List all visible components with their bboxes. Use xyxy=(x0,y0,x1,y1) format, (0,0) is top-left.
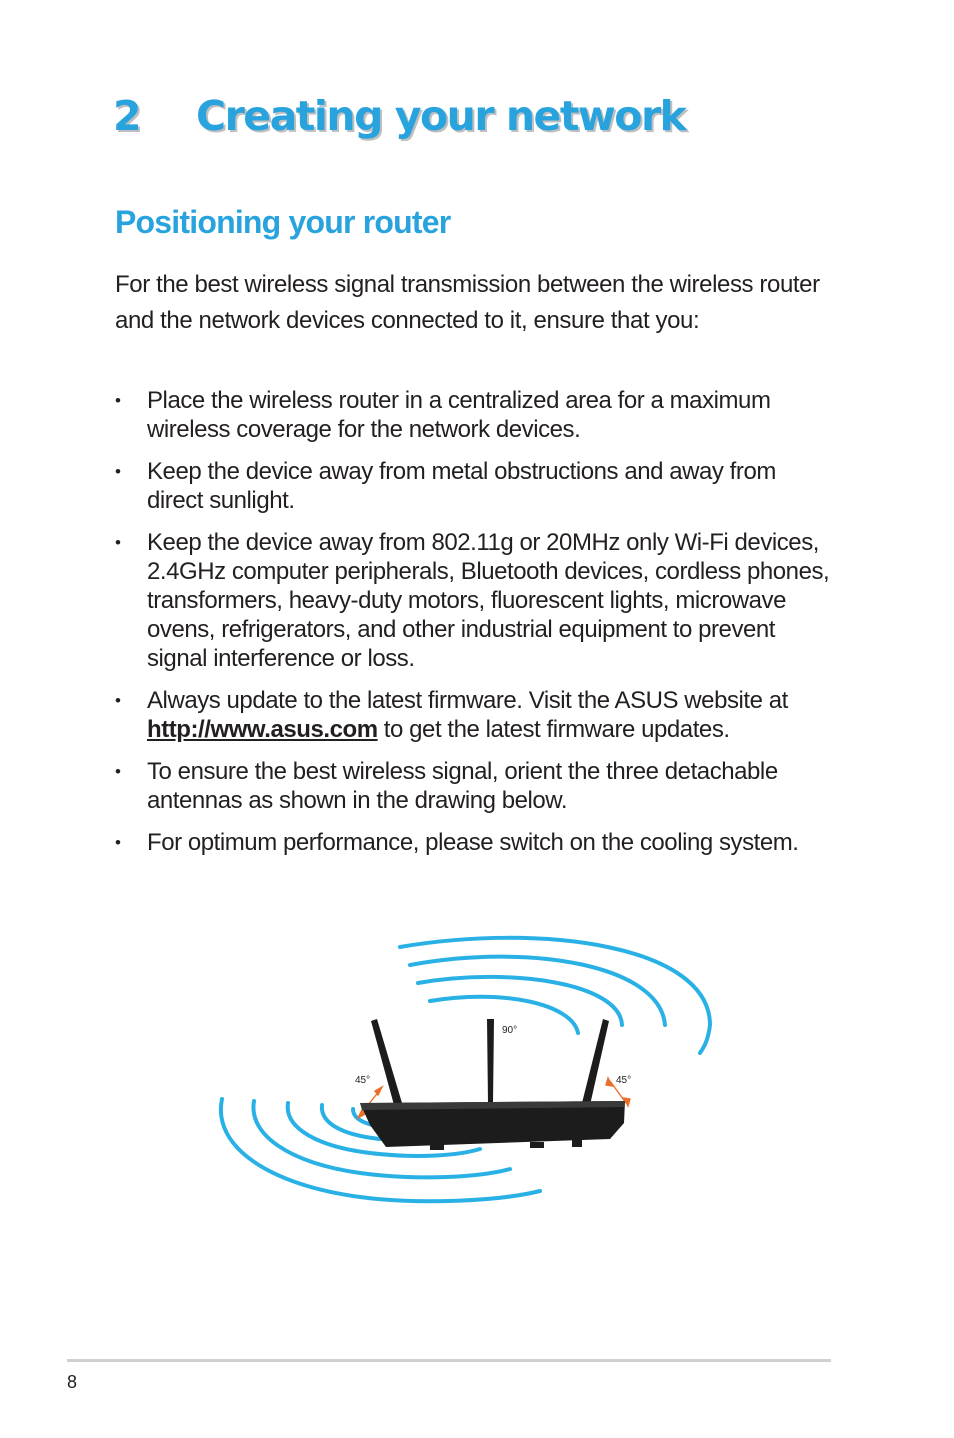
list-item xyxy=(115,828,835,857)
antennas xyxy=(371,1019,609,1105)
bullet-icon: • xyxy=(115,462,121,481)
list-item-text: Place the wireless router in a centralized area for a maximum wireless coverage for the network devices. xyxy=(147,387,771,443)
list-item xyxy=(115,686,835,744)
angle-label-top: 90° xyxy=(502,1025,518,1036)
list-item-text: To ensure the best wireless signal, orient the three detachable antennas as shown in the drawing below. xyxy=(147,758,778,814)
asus-website-link[interactable]: http://www.asus.com xyxy=(147,716,378,743)
intro-paragraph: For the best wireless signal transmission between the wireless router and the network devices connected to it, ensure that you: xyxy=(115,271,820,334)
right-antenna xyxy=(582,1019,609,1105)
section-heading: Positioning your router xyxy=(115,204,451,240)
footer-divider xyxy=(67,1359,831,1362)
upper-right-signal-waves xyxy=(400,938,710,1053)
bullet-icon: • xyxy=(115,762,121,781)
chapter-number: 2 xyxy=(113,92,141,140)
bullet-icon: • xyxy=(115,391,121,410)
router-body xyxy=(360,1101,625,1150)
bullet-icon: • xyxy=(115,533,121,552)
angle-label-right: 45° xyxy=(616,1075,632,1086)
center-antenna xyxy=(487,1019,494,1103)
router-antenna-diagram xyxy=(210,925,730,1215)
chapter-title: Creating your network xyxy=(196,92,686,140)
page-number: 8 xyxy=(67,1372,78,1392)
chapter-heading xyxy=(113,92,685,140)
list-item-text: Keep the device away from 802.11g or 20MHz only Wi-Fi devices, 2.4GHz computer peripherals, Bluetooth devices, cordless phones, transformers, heavy-duty motors, fluorescent lights, microwave ovens, refrigerators, and other industrial equipment to prevent signal interference or loss. xyxy=(147,529,830,672)
list-item-text: For optimum performance, please switch on the cooling system. xyxy=(147,829,799,856)
guideline-list xyxy=(115,386,835,870)
list-item xyxy=(115,457,835,515)
list-item xyxy=(115,528,835,673)
list-item xyxy=(115,757,835,815)
bullet-icon: • xyxy=(115,691,121,710)
bullet-icon: • xyxy=(115,833,121,852)
list-item-text: to get the latest firmware updates. xyxy=(377,716,730,743)
list-item xyxy=(115,386,835,444)
list-item-text: Always update to the latest firmware. Visit the ASUS website at xyxy=(147,687,788,714)
angle-label-left: 45° xyxy=(355,1075,371,1086)
list-item-text: Keep the device away from metal obstructions and away from direct sunlight. xyxy=(147,458,776,514)
